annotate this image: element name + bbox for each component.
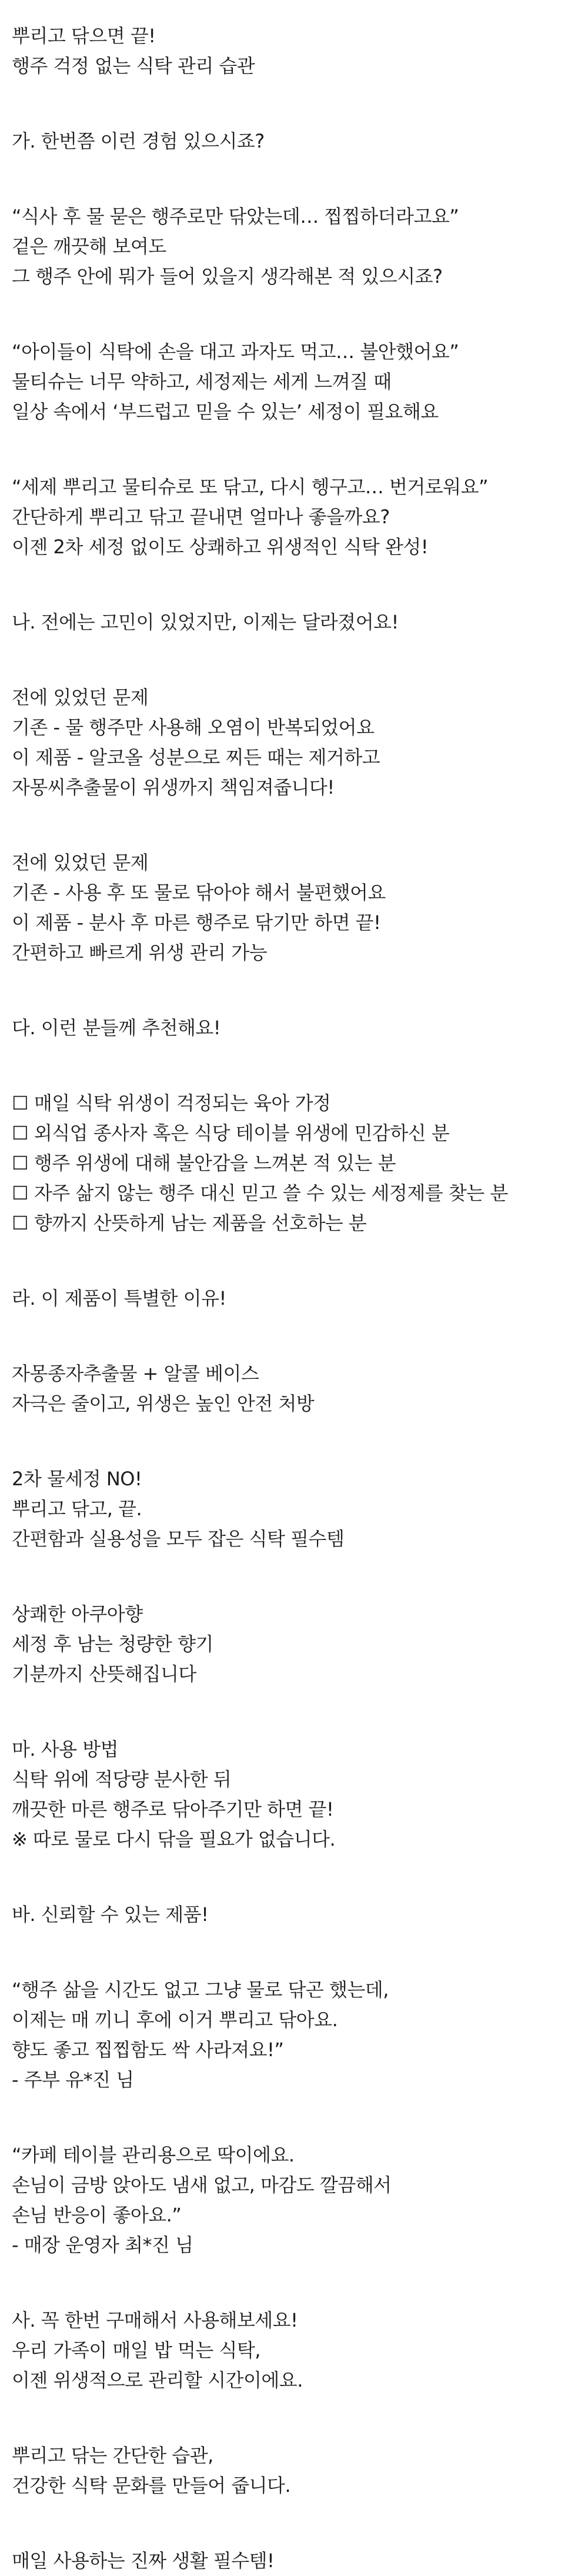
text-line: “카페 테이블 관리용으로 딱이에요.	[12, 2144, 295, 2166]
text-line: 자몽씨추출물이 위생까지 책임져줍니다!	[12, 776, 335, 798]
text-line: 간단하게 뿌리고 닦고 끝내면 얼마나 좋을까요?	[12, 506, 390, 528]
text-line: 뿌리고 닦고, 끝.	[12, 1498, 142, 1520]
text-line: 행주 걱정 없는 식탁 관리 습관	[12, 55, 255, 77]
paragraph	[12, 607, 576, 637]
text-line: 뿌리고 닦으면 끝!	[12, 25, 156, 47]
paragraph	[12, 1975, 576, 2095]
paragraph	[12, 1900, 576, 1930]
text-line: “행주 삶을 시간도 없고 그냥 물로 닦곤 했는데,	[12, 1979, 389, 2001]
text-line: 우리 가족이 매일 밥 먹는 식탁,	[12, 2339, 260, 2361]
text-line: - 주부 유*진 님	[12, 2069, 134, 2091]
paragraph	[12, 1088, 576, 1238]
text-line: 기존 - 물 행주만 사용해 오염이 반복되었어요	[12, 716, 375, 739]
text-line: 매일 사용하는 진짜 생활 필수템!	[12, 2550, 275, 2572]
text-line: 그 행주 안에 뭐가 들어 있을지 생각해본 적 있으시죠?	[12, 265, 443, 288]
text-line: 바. 신뢰할 수 있는 제품!	[12, 1903, 209, 1926]
paragraph	[12, 848, 576, 968]
paragraph	[12, 1735, 576, 1855]
text-line: 식탁 위에 적당량 분사한 뒤	[12, 1768, 232, 1790]
paragraph	[12, 202, 576, 292]
paragraph	[12, 683, 576, 803]
text-line: - 매장 운영자 최*진 님	[12, 2234, 193, 2256]
text-line: 세정 후 남는 청량한 향기	[12, 1633, 213, 1655]
text-line: “아이들이 식탁에 손을 대고 과자도 먹고… 불안했어요”	[12, 340, 459, 363]
text-line: ☐ 외식업 종사자 혹은 식당 테이블 위생에 민감하신 분	[12, 1122, 450, 1144]
text-line: 상쾌한 아쿠아향	[12, 1603, 143, 1625]
text-line: 건강한 식탁 문화를 만들어 줍니다.	[12, 2474, 291, 2497]
paragraph	[12, 1464, 576, 1554]
text-line: 마. 사용 방법	[12, 1738, 119, 1760]
text-line: 나. 전에는 고민이 있었지만, 이제는 달라졌어요!	[12, 611, 399, 633]
text-line: 다. 이런 분들께 추천해요!	[12, 1017, 221, 1039]
text-line: 손님이 금방 앉아도 냄새 없고, 마감도 깔끔해서	[12, 2174, 392, 2196]
text-line: 자극은 줄이고, 위생은 높인 안전 처방	[12, 1392, 315, 1415]
paragraph	[12, 2140, 576, 2260]
paragraph	[12, 2441, 576, 2501]
paragraph	[12, 472, 576, 562]
text-line: ※ 따로 물로 다시 닦을 필요가 없습니다.	[12, 1828, 336, 1850]
text-line: 이제는 매 끼니 후에 이거 뿌리고 닦아요.	[12, 2009, 338, 2031]
paragraph	[12, 2546, 576, 2576]
paragraph	[12, 1599, 576, 1689]
text-line: “세제 뿌리고 물티슈로 또 닦고, 다시 헹구고… 번거로워요”	[12, 476, 489, 498]
text-line: 이젠 위생적으로 관리할 시간이에요.	[12, 2369, 303, 2391]
text-line: 간편하고 빠르게 위생 관리 가능	[12, 941, 268, 964]
text-line: ☐ 매일 식탁 위생이 걱정되는 육아 가정	[12, 1092, 331, 1114]
text-line: 손님 반응이 좋아요.”	[12, 2204, 182, 2226]
paragraph	[12, 1013, 576, 1043]
text-line: 사. 꼭 한번 구매해서 사용해보세요!	[12, 2309, 298, 2331]
paragraph	[12, 337, 576, 427]
text-line: 향도 좋고 찝찝함도 싹 사라져요!”	[12, 2039, 284, 2061]
text-line: 자몽종자추출물 + 알콜 베이스	[12, 1362, 259, 1385]
text-line: 가. 한번쯤 이런 경험 있으시죠?	[12, 130, 265, 152]
text-line: 이 제품 - 알코올 성분으로 찌든 때는 제거하고	[12, 746, 380, 769]
text-line: 일상 속에서 ‘부드럽고 믿을 수 있는’ 세정이 필요해요	[12, 400, 439, 423]
text-line: 라. 이 제품이 특별한 이유!	[12, 1287, 226, 1309]
text-line: ☐ 자주 삶지 않는 행주 대신 믿고 쓸 수 있는 세정제를 찾는 분	[12, 1182, 508, 1204]
paragraph	[12, 2306, 576, 2395]
text-line: 이 제품 - 분사 후 마른 행주로 닦기만 하면 끝!	[12, 911, 381, 934]
text-line: 이젠 2차 세정 없이도 상쾌하고 위생적인 식탁 완성!	[12, 536, 429, 558]
paragraph	[12, 21, 576, 81]
text-line: “식사 후 물 묻은 행주로만 닦았는데… 찝찝하더라고요”	[12, 205, 459, 228]
document-body	[12, 21, 576, 2576]
text-line: 기존 - 사용 후 또 물로 닦아야 해서 불편했어요	[12, 881, 386, 904]
text-line: 기분까지 산뜻해집니다	[12, 1663, 196, 1685]
text-line: ☐ 향까지 산뜻하게 남는 제품을 선호하는 분	[12, 1212, 367, 1234]
paragraph	[12, 126, 576, 156]
text-line: 간편함과 실용성을 모두 잡은 식탁 필수템	[12, 1528, 345, 1550]
text-line: 전에 있었던 문제	[12, 851, 149, 874]
text-line: 겉은 깨끗해 보여도	[12, 235, 166, 258]
paragraph	[12, 1359, 576, 1419]
text-line: 2차 물세정 NO!	[12, 1468, 142, 1490]
text-line: 뿌리고 닦는 간단한 습관,	[12, 2444, 213, 2467]
text-line: 깨끗한 마른 행주로 닦아주기만 하면 끝!	[12, 1798, 334, 1820]
text-line: 전에 있었던 문제	[12, 686, 149, 709]
text-line: 물티슈는 너무 약하고, 세정제는 세게 느껴질 때	[12, 370, 392, 393]
text-line: ☐ 행주 위생에 대해 불안감을 느껴본 적 있는 분	[12, 1152, 396, 1174]
paragraph	[12, 1284, 576, 1314]
